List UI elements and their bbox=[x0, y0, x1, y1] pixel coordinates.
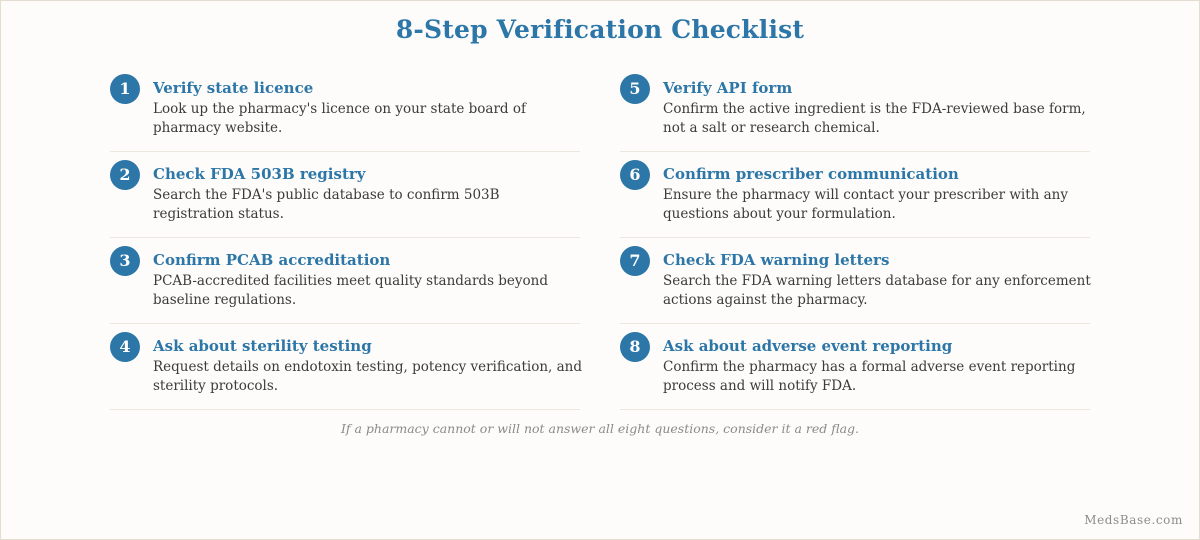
checklist-step-1 bbox=[110, 67, 580, 152]
step-title: Ask about adverse event reporting bbox=[663, 337, 953, 355]
footnote: If a pharmacy cannot or will not answer all eight questions, consider it a red flag. bbox=[340, 421, 860, 436]
step-title: Confirm PCAB accreditation bbox=[153, 251, 391, 269]
checklist-column-right bbox=[620, 67, 1090, 411]
step-title: Check FDA 503B registry bbox=[153, 165, 366, 183]
step-number-badge: 1 bbox=[110, 74, 140, 104]
checklist-step-2 bbox=[110, 153, 580, 238]
step-description: Confirm the pharmacy has a formal adverse event reporting process and will notify FDA. bbox=[663, 359, 1076, 394]
step-title: Check FDA warning letters bbox=[663, 251, 890, 269]
page-title: 8-Step Verification Checklist bbox=[395, 15, 805, 44]
step-number-badge: 3 bbox=[110, 246, 140, 276]
step-number-badge: 7 bbox=[620, 246, 650, 276]
step-title: Confirm prescriber communication bbox=[663, 165, 959, 183]
checklist-step-7 bbox=[620, 239, 1090, 324]
checklist-step-8 bbox=[620, 325, 1090, 410]
step-description: Search the FDA warning letters database for any enforcement actions against the pharmacy. bbox=[663, 273, 1091, 308]
checklist-step-6 bbox=[620, 153, 1090, 238]
step-title: Ask about sterility testing bbox=[153, 337, 372, 355]
step-number-badge: 2 bbox=[110, 160, 140, 190]
step-description: Confirm the active ingredient is the FDA-reviewed base form, not a salt or research chemical. bbox=[663, 101, 1086, 136]
step-number-badge: 4 bbox=[110, 332, 140, 362]
step-number-badge: 6 bbox=[620, 160, 650, 190]
step-description: Search the FDA's public database to confirm 503B registration status. bbox=[153, 187, 500, 222]
step-description: Look up the pharmacy's licence on your state board of pharmacy website. bbox=[153, 101, 526, 136]
checklist-step-5 bbox=[620, 67, 1090, 152]
checklist-step-3 bbox=[110, 239, 580, 324]
step-description: PCAB-accredited facilities meet quality standards beyond baseline regulations. bbox=[153, 273, 549, 308]
step-title: Verify API form bbox=[663, 79, 793, 97]
step-title: Verify state licence bbox=[153, 79, 314, 97]
step-number-badge: 8 bbox=[620, 332, 650, 362]
step-number-badge: 5 bbox=[620, 74, 650, 104]
brand-watermark: MedsBase.com bbox=[1084, 513, 1183, 527]
checklist-step-4 bbox=[110, 325, 583, 410]
step-description: Ensure the pharmacy will contact your prescriber with any questions about your formulation. bbox=[663, 187, 1068, 222]
checklist-column-left bbox=[110, 67, 583, 411]
step-description: Request details on endotoxin testing, potency verification, and sterility protocols. bbox=[153, 359, 583, 394]
